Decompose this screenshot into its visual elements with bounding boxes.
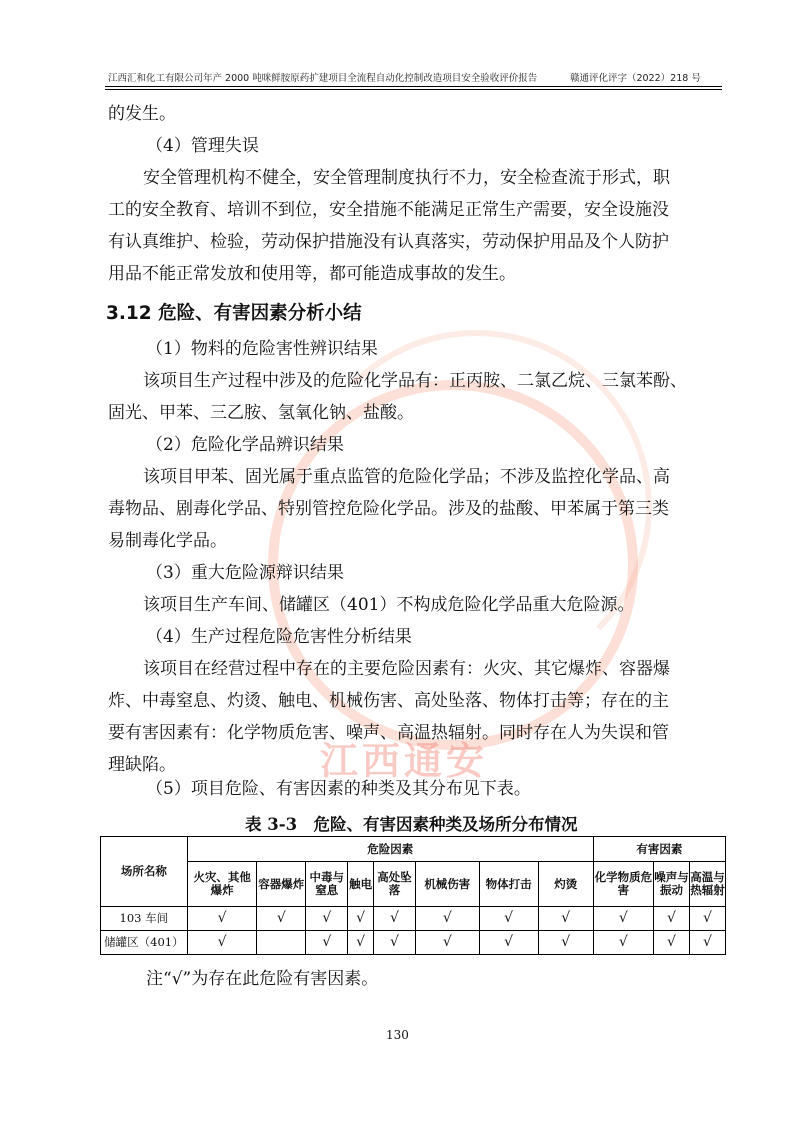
header-title: 江西汇和化工有限公司年产 2000 吨咪鲜胺原药扩建项目全流程自动化控制改造项目安全验收评价报告 bbox=[108, 73, 538, 84]
summary-line: （1）物料的危险害性辨识结果 bbox=[146, 339, 378, 359]
check-cell: √ bbox=[538, 907, 593, 931]
summary-line: 理缺陷。 bbox=[108, 755, 176, 775]
body-line: 的发生。 bbox=[108, 104, 176, 124]
place-header: 场所名称 bbox=[101, 837, 188, 907]
table-row bbox=[101, 907, 726, 931]
table-note: 注“√”为存在此危险有害因素。 bbox=[146, 969, 379, 989]
body-line: （4）管理失误 bbox=[146, 136, 259, 156]
body-line: 用品不能正常发放和使用等，都可能造成事故的发生。 bbox=[108, 264, 516, 284]
column-header: 化学物质危害 bbox=[593, 862, 653, 907]
summary-line: 易制毒化学品。 bbox=[108, 531, 227, 551]
check-cell bbox=[257, 931, 306, 955]
summary-line: 固光、甲苯、三乙胺、氢氧化钠、盐酸。 bbox=[108, 403, 414, 423]
check-cell: √ bbox=[416, 931, 479, 955]
check-cell: √ bbox=[373, 907, 415, 931]
summary-line: 该项目生产过程中涉及的危险化学品有：正丙胺、二氯乙烷、三氯苯酚、 bbox=[143, 371, 687, 391]
summary-line: 毒物品、剧毒化学品、特别管控危险化学品。涉及的盐酸、甲苯属于第三类 bbox=[108, 499, 669, 519]
summary-line: （3）重大危险源辩识结果 bbox=[146, 563, 344, 583]
page-number: 130 bbox=[386, 1028, 409, 1042]
check-cell: √ bbox=[689, 907, 725, 931]
check-cell: √ bbox=[538, 931, 593, 955]
summary-line: 炸、中毒窒息、灼烫、触电、机械伤害、高处坠落、物体打击等；存在的主 bbox=[108, 691, 669, 711]
place-cell: 储罐区（401） bbox=[101, 931, 188, 955]
column-header: 高温与热辐射 bbox=[689, 862, 725, 907]
column-header: 容器爆炸 bbox=[257, 862, 306, 907]
summary-line: （4）生产过程危险危害性分析结果 bbox=[146, 627, 412, 647]
column-header: 火灾、其他爆炸 bbox=[187, 862, 257, 907]
check-cell: √ bbox=[479, 907, 538, 931]
table-caption: 表 3-3 危险、有害因素种类及场所分布情况 bbox=[245, 815, 578, 834]
check-cell: √ bbox=[689, 931, 725, 955]
check-cell: √ bbox=[348, 907, 373, 931]
header-rule bbox=[105, 86, 722, 87]
column-header: 中毒与窒息 bbox=[306, 862, 348, 907]
column-header: 物体打击 bbox=[479, 862, 538, 907]
summary-line: 该项目生产车间、储罐区（401）不构成危险化学品重大危险源。 bbox=[143, 595, 635, 615]
column-header: 灼烫 bbox=[538, 862, 593, 907]
body-line: 工的安全教育、培训不到位，安全措施不能满足正常生产需要，安全设施没 bbox=[108, 200, 669, 220]
column-header: 触电 bbox=[348, 862, 373, 907]
summary-line: 该项目甲苯、固光属于重点监管的危险化学品；不涉及监控化学品、高 bbox=[143, 467, 670, 487]
hazard-distribution-table bbox=[100, 836, 726, 955]
check-cell: √ bbox=[593, 907, 653, 931]
check-cell: √ bbox=[373, 931, 415, 955]
table-row bbox=[101, 931, 726, 955]
check-cell: √ bbox=[479, 931, 538, 955]
check-cell: √ bbox=[348, 931, 373, 955]
check-cell: √ bbox=[653, 931, 689, 955]
harm-group-header: 有害因素 bbox=[593, 837, 725, 862]
body-line: 安全管理机构不健全，安全管理制度执行不力，安全检查流于形式，职 bbox=[143, 168, 670, 188]
section-heading: 3.12 危险、有害因素分析小结 bbox=[106, 303, 362, 324]
check-cell: √ bbox=[187, 931, 257, 955]
summary-line: （5）项目危险、有害因素的种类及其分布见下表。 bbox=[146, 779, 531, 799]
body-line: 有认真维护、检验，劳动保护措施没有认真落实，劳动保护用品及个人防护 bbox=[108, 232, 669, 252]
header-rule-2 bbox=[105, 89, 722, 90]
check-cell: √ bbox=[257, 907, 306, 931]
watermark-text: 江西通安 bbox=[320, 739, 489, 783]
header-doc-number: 赣通评化评字（2022）218 号 bbox=[570, 73, 701, 84]
danger-group-header: 危险因素 bbox=[187, 837, 593, 862]
summary-line: （2）危险化学品辨识结果 bbox=[146, 435, 344, 455]
summary-line: 该项目在经营过程中存在的主要危险因素有：火灾、其它爆炸、容器爆 bbox=[143, 659, 670, 679]
place-cell: 103 车间 bbox=[101, 907, 188, 931]
check-cell: √ bbox=[416, 907, 479, 931]
check-cell: √ bbox=[653, 907, 689, 931]
check-cell: √ bbox=[306, 931, 348, 955]
summary-line: 要有害因素有：化学物质危害、噪声、高温热辐射。同时存在人为失误和管 bbox=[108, 723, 669, 743]
check-cell: √ bbox=[593, 931, 653, 955]
column-header: 噪声与振动 bbox=[653, 862, 689, 907]
column-header: 高处坠落 bbox=[373, 862, 415, 907]
check-cell: √ bbox=[306, 907, 348, 931]
column-header: 机械伤害 bbox=[416, 862, 479, 907]
check-cell: √ bbox=[187, 907, 257, 931]
